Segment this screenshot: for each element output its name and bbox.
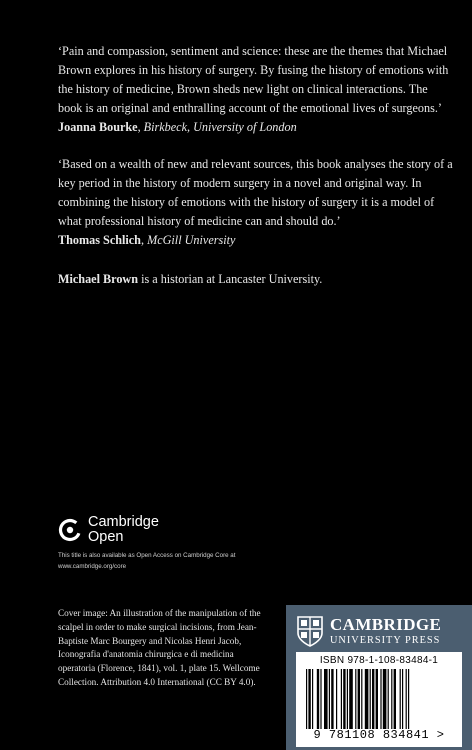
publisher-name-line1: CAMBRIDGE (330, 614, 442, 634)
cambridge-open-line1: Cambridge (88, 514, 159, 530)
endorsement-attribution: Joanna Bourke, Birkbeck, University of London (58, 120, 297, 134)
open-access-icon (58, 518, 82, 542)
university-crest-icon (296, 615, 324, 647)
cambridge-open-line2: Open (88, 529, 124, 545)
ean-digits: 9 781108 834841 > (313, 728, 445, 742)
cover-image-credit: Cover image: An illustration of the manipulation of the scalpel in order to make surgical incisions, from Jean-Baptiste Marc Bourgery and Nicolas Henri Jacob, Iconografia d'anatomia chirurgica e di medicina operatoria (Florence, 1841), vol. 1, plate 15. Wellcome Collection. Attribution 4.0 International (CC BY 4.0). (58, 608, 261, 687)
author-name: Michael Brown (58, 272, 139, 286)
author-bio (58, 270, 453, 289)
publisher-name-line2: UNIVERSITY PRESS (330, 634, 441, 646)
endorsement-author: Joanna Bourke (58, 120, 138, 134)
endorsements (58, 42, 453, 301)
endorsement-quote: ‘Based on a wealth of new and relevant sources, this book analyses the story of a key period in the history of modern surgery in a novel and original way. In combining the history of emotions with the history of surgery it is a model of what professional history of medicine can and should do.’ (58, 157, 453, 228)
endorsement-attribution: Thomas Schlich, McGill University (58, 233, 236, 247)
endorsement (58, 42, 453, 137)
endorsement (58, 155, 453, 250)
author-bio-text: is a historian at Lancaster University. (138, 272, 323, 286)
endorsement-quote: ‘Pain and compassion, sentiment and science: these are the themes that Michael Brown explores in his history of surgery. By fusing the history of emotions with the history of medicine, Brown sheds new light on clinical interactions. The book is an original and enthralling account of the emotional lives of surgeons.’ (58, 44, 449, 115)
barcode-bars (304, 669, 454, 729)
isbn-barcode (296, 652, 462, 747)
open-access-note: This title is also available as Open Access on Cambridge Core at www.cambridge.org/core (58, 552, 236, 570)
publisher-logo (296, 615, 441, 647)
publisher-panel (286, 605, 472, 750)
endorsement-affiliation: Birkbeck, University of London (143, 120, 297, 134)
endorsement-affiliation: McGill University (147, 233, 236, 247)
isbn-label: ISBN 978-1-108-83484-1 (319, 655, 439, 666)
cambridge-open-logo (58, 515, 159, 545)
endorsement-author: Thomas Schlich (58, 233, 141, 247)
